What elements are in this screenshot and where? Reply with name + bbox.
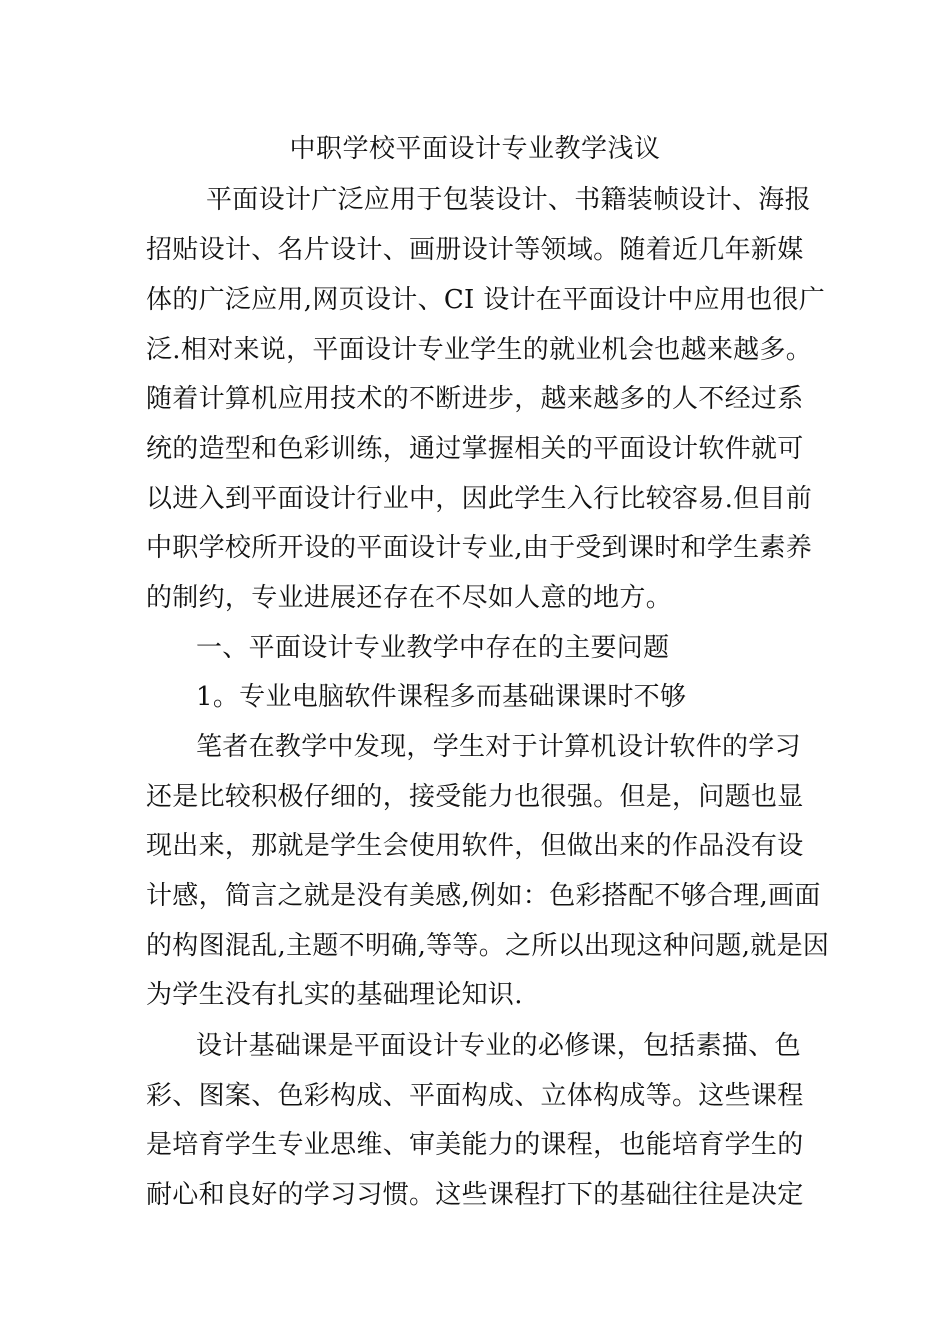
paragraph-line: 的构图混乱,主题不明确,等等。之所以出现这种问题,就是因 (146, 931, 830, 961)
paragraph-line: 泛.相对来说，平面设计专业学生的就业机会也越来越多。 (146, 335, 813, 365)
paragraph-line: 统的造型和色彩训练，通过掌握相关的平面设计软件就可 (146, 434, 804, 464)
document-title: 中职学校平面设计专业教学浅议 (289, 134, 661, 164)
paragraph-line: 为学生没有扎实的基础理论知识. (146, 980, 523, 1010)
paragraph-line: 计感，简言之就是没有美感,例如：色彩搭配不够合理,画面 (146, 881, 821, 911)
paragraph-line: 以进入到平面设计行业中，因此学生入行比较容易.但目前 (146, 484, 813, 514)
paragraph-line: 还是比较积极仔细的，接受能力也很强。但是，问题也显 (146, 782, 804, 812)
paragraph-line: 现出来，那就是学生会使用软件，但做出来的作品没有设 (146, 831, 804, 861)
paragraph-line: 招贴设计、名片设计、画册设计等领域。随着近几年新媒 (146, 235, 804, 265)
paragraph-line: 耐心和良好的学习习惯。这些课程打下的基础往往是决定 (146, 1180, 804, 1210)
paragraph-line: 随着计算机应用技术的不断进步，越来越多的人不经过系 (146, 384, 804, 414)
subsection-heading: 1。专业电脑软件课程多而基础课课时不够 (196, 682, 687, 712)
paragraph-line: 中职学校所开设的平面设计专业,由于受到课时和学生素养 (146, 533, 813, 563)
paragraph-line: 设计基础课是平面设计专业的必修课，包括素描、色 (196, 1031, 801, 1061)
paragraph-line: 的制约，专业进展还存在不尽如人意的地方。 (146, 583, 673, 613)
paragraph-line: 彩、图案、色彩构成、平面构成、立体构成等。这些课程 (146, 1081, 804, 1111)
paragraph-line: 平面设计广泛应用于包装设计、书籍装帧设计、海报 (206, 185, 811, 215)
paragraph-line: 是培育学生专业思维、审美能力的课程，也能培育学生的 (146, 1130, 804, 1160)
section-heading: 一、平面设计专业教学中存在的主要问题 (196, 633, 670, 663)
paragraph-line: 笔者在教学中发现，学生对于计算机设计软件的学习 (196, 732, 801, 762)
paragraph-line: 体的广泛应用,网页设计、CI 设计在平面设计中应用也很广 (146, 285, 826, 315)
